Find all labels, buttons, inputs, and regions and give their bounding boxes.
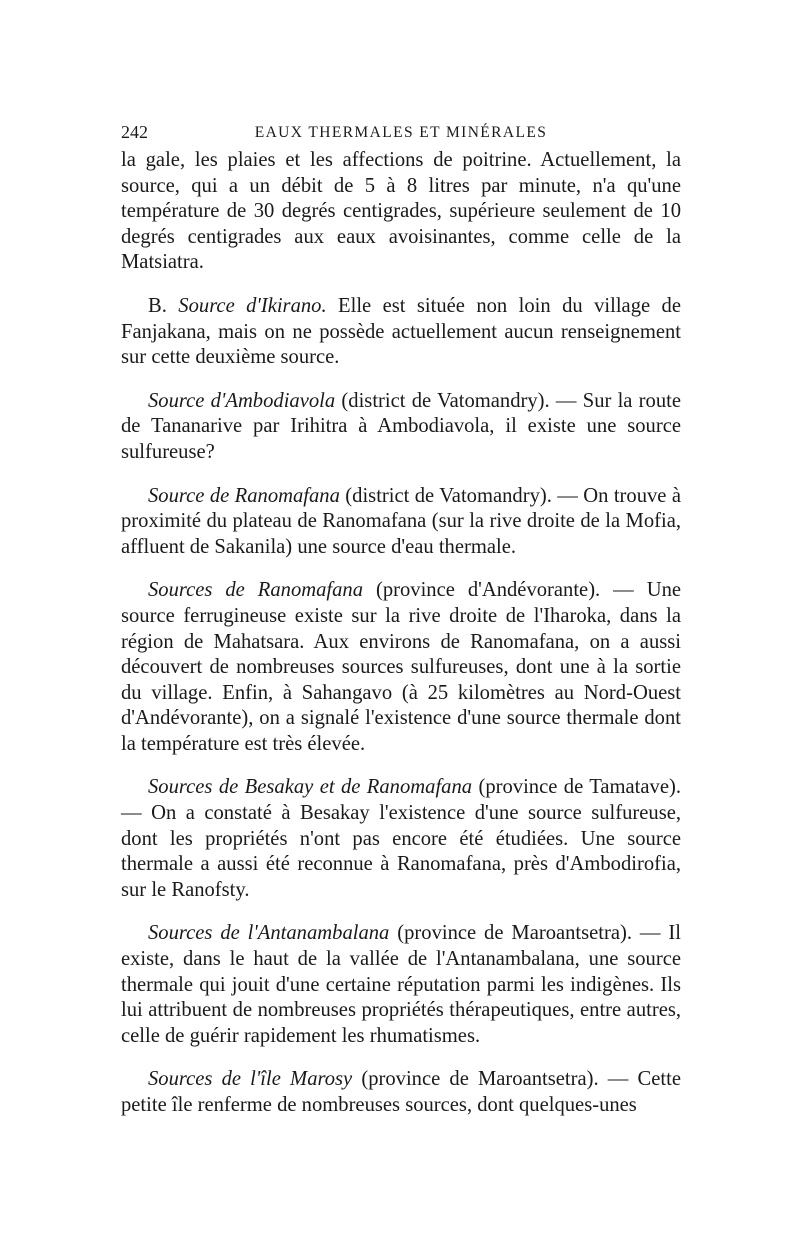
paragraph-text: Elle est située non loin du village de Fanjakana, mais on ne possède actuellement aucun renseignement sur cette deuxième source. [121, 294, 681, 369]
section-heading: Source de Ranomafana [148, 484, 340, 507]
running-header [121, 112, 681, 148]
page-number: 242 [121, 122, 148, 142]
book-page [121, 112, 681, 1119]
paragraph-lead: B. [148, 294, 179, 317]
paragraph-text: la gale, les plaies et les affections de poitrine. Actuellement, la source, qui a un débit de 5 à 8 litres par minute, n'a qu'une température de 30 degrés centigrades, supérieure seulement de 10 degrés centigrades aux eaux avoisinantes, comme celle de la Matsiatra. [121, 149, 681, 274]
paragraph-text: (province de Tamatave). — On a constaté à Besakay l'existence d'une source sulfureuse, dont les propriétés n'ont pas encore été étudiées. Une source thermale a aussi été reconnue à Ranomafana, près d'Ambodirofia, sur le Ranofsty. [121, 776, 681, 901]
section-heading: Sources de Besakay et de Ranomafana [148, 776, 473, 799]
paragraph-sources-antanambalana [121, 921, 681, 1049]
paragraph-text: (district de Vatomandry). — Sur la route de Tananarive par Irihitra à Ambodiavola, il existe une source sulfureuse? [121, 389, 681, 463]
paragraph-sources-marosy [121, 1067, 681, 1118]
paragraph-source-ranomafana-vatomandry [121, 484, 681, 561]
section-heading: Source d'Ikirano. [178, 294, 327, 317]
paragraph-source-ambodiavola [121, 389, 681, 466]
paragraph-text: (province de Maroantsetra). — Cette petite île renferme de nombreuses sources, dont quelques-unes [121, 1068, 681, 1116]
paragraph-text: (province de Maroantsetra). — Il existe, dans le haut de la vallée de l'Antanambalana, une source thermale qui jouit d'une certaine réputation parmi les indigènes. Ils lui attribuent de nombreuses propriétés thérapeutiques, entre autres, celle de guérir rapidement les rhumatismes. [121, 922, 681, 1047]
section-heading: Sources de l'île Marosy [148, 1068, 353, 1091]
running-title: EAUX THERMALES ET MINÉRALES [254, 124, 548, 141]
paragraph-source-ikirano [121, 294, 681, 371]
section-heading: Sources de Ranomafana [148, 579, 364, 602]
paragraph-sources-ranomafana-andevorante [121, 578, 681, 757]
paragraph-sources-besakay [121, 775, 681, 903]
paragraph-text: (province d'Andévorante). — Une source ferrugineuse existe sur la rive droite de l'Iharoka, dans la région de Mahatsara. Aux environs de Ranomafana, on a aussi découvert de nombreuses sources sulfureuses, dont une à la sortie du village. Enfin, à Sahangavo (à 25 kilomètres au Nord-Ouest d'Andévorante), on a signalé l'existence d'une source thermale dont la température est très élevée. [121, 579, 682, 755]
section-heading: Sources de l'Antanambalana [148, 922, 390, 945]
section-heading: Source d'Ambodiavola [148, 389, 336, 412]
paragraph-continuation [121, 148, 681, 276]
paragraph-text: (district de Vatomandry). — On trouve à proximité du plateau de Ranomafana (sur la rive droite de la Mofia, affluent de Sakanila) une source d'eau thermale. [121, 484, 681, 558]
